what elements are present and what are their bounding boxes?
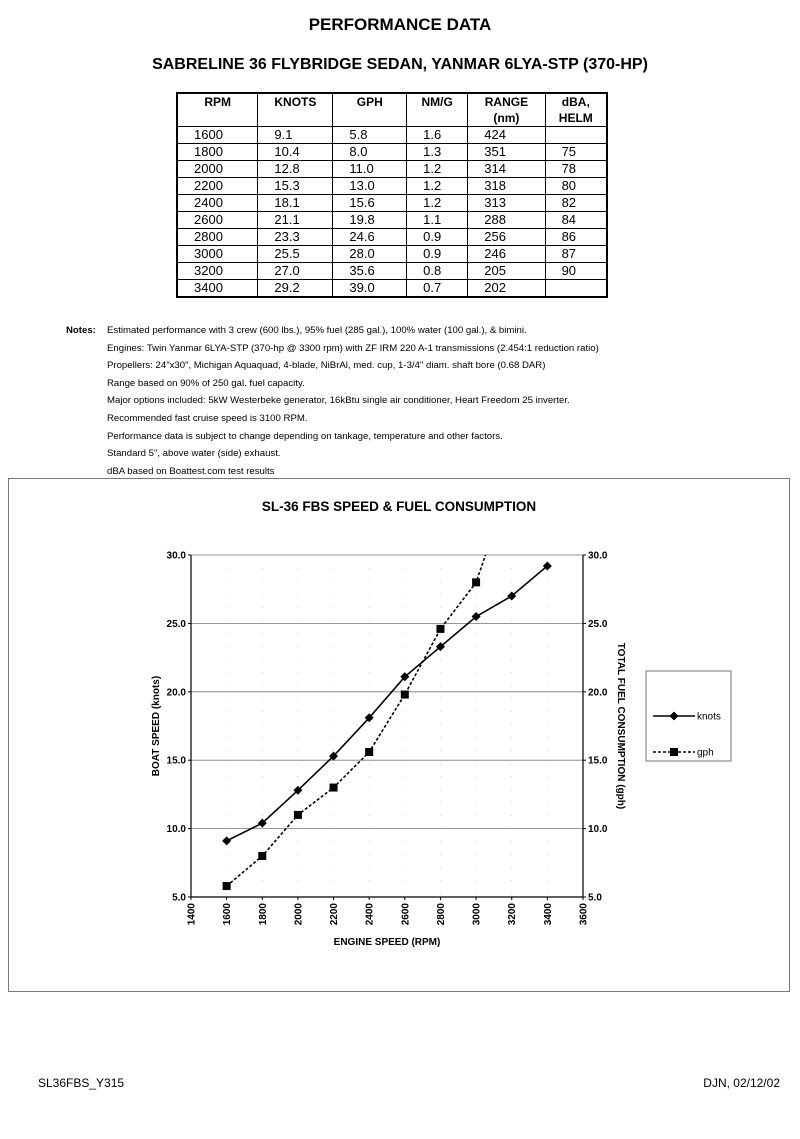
column-header [258, 93, 333, 127]
data-point-gph [258, 852, 266, 860]
page-subtitle: SABRELINE 36 FLYBRIDGE SEDAN, YANMAR 6LYA-STP (370-HP) [152, 56, 648, 73]
y-tick-label-left: 5.0 [172, 892, 186, 904]
table-cell: 0.9 [407, 229, 468, 246]
table-cell: 11.0 [333, 161, 407, 178]
table-cell: 318 [468, 178, 545, 195]
notes-row [66, 322, 599, 480]
y-axis-label-left: BOAT SPEED (knots) [151, 675, 162, 777]
table-cell: 9.1 [258, 127, 333, 144]
table-cell: 351 [468, 144, 545, 161]
y-tick-label-right: 25.0 [588, 618, 608, 630]
x-tick-label: 2000 [293, 903, 305, 926]
table-cell: 288 [468, 212, 545, 229]
data-point-gph [436, 625, 444, 633]
data-point-gph [294, 811, 302, 819]
table-cell: 1600 [177, 127, 258, 144]
table-cell: 13.0 [333, 178, 407, 195]
table-cell: 90 [545, 263, 607, 280]
y-tick-label-left: 25.0 [166, 618, 186, 630]
table-cell: 205 [468, 263, 545, 280]
table-cell: 1.6 [407, 127, 468, 144]
table-cell: 2000 [177, 161, 258, 178]
x-tick-label: 1800 [257, 903, 269, 926]
note-line: Standard 5", above water (side) exhaust. [107, 448, 281, 460]
table-cell: 1.1 [407, 212, 468, 229]
series-line-knots [227, 566, 548, 841]
data-point-gph [223, 882, 231, 890]
table-cell: 80 [545, 178, 607, 195]
notes-lines [107, 322, 599, 480]
table-cell: 87 [545, 246, 607, 263]
x-axis-label: ENGINE SPEED (RPM) [333, 937, 441, 948]
note-line: Range based on 90% of 250 gal. fuel capacity. [107, 377, 305, 389]
table-cell: 2800 [177, 229, 258, 246]
table-cell: 0.9 [407, 246, 468, 263]
column-header [468, 93, 545, 127]
table-cell: 39.0 [333, 280, 407, 298]
notes-label: Notes: [66, 325, 96, 336]
series-line-gph [227, 479, 548, 886]
y-tick-label-right: 5.0 [588, 892, 602, 904]
y-tick-label-left: 10.0 [166, 824, 186, 836]
table-row [177, 212, 607, 229]
table-cell: 18.1 [258, 195, 333, 212]
y-axis-label-right: TOTAL FUEL CONSUMPTION (gph) [615, 642, 626, 810]
x-tick-label: 2400 [364, 903, 376, 926]
table-cell: 314 [468, 161, 545, 178]
y-tick-label-right: 30.0 [588, 550, 608, 562]
table-cell: 15.6 [333, 195, 407, 212]
y-tick-label-left: 30.0 [166, 550, 186, 562]
y-tick-label-right: 15.0 [588, 755, 608, 767]
table-row [177, 178, 607, 195]
note-line: Propellers: 24"x30", Michigan Aquaquad, 4-blade, NiBrAl, med. cup, 1-3/4" diam. shaft bore (0.68 DAR) [107, 360, 546, 372]
x-tick-label: 2200 [329, 903, 341, 926]
x-tick-label: 2600 [400, 903, 412, 926]
note-line: Performance data is subject to change depending on tankage, temperature and other factors. [107, 430, 503, 442]
table-cell: 256 [468, 229, 545, 246]
column-header [545, 93, 607, 127]
table-cell: 0.7 [407, 280, 468, 298]
table-cell: 1800 [177, 144, 258, 161]
notes-section [66, 322, 599, 480]
table-cell: 313 [468, 195, 545, 212]
table-cell: 2400 [177, 195, 258, 212]
chart-container [8, 478, 790, 992]
table-cell: 15.3 [258, 178, 333, 195]
column-header [177, 93, 258, 127]
table-cell: 19.8 [333, 212, 407, 229]
legend-label-knots: knots [697, 711, 721, 723]
data-point-gph [401, 691, 409, 699]
table-cell: 1.2 [407, 161, 468, 178]
column-header-line: NM/G [421, 95, 453, 109]
note-line: Engines: Twin Yanmar 6LYA-STP (370-hp @ 3300 rpm) with ZF IRM 220 A-1 transmissions (2.454:1 reduction ratio) [107, 342, 599, 354]
table-cell: 1.2 [407, 195, 468, 212]
table-cell: 12.8 [258, 161, 333, 178]
column-header-line: RPM [204, 95, 232, 109]
data-point-gph [330, 784, 338, 792]
table-cell [545, 127, 607, 144]
column-header-line: GPH [356, 95, 383, 109]
speed-fuel-chart [9, 479, 789, 991]
table-row [177, 195, 607, 212]
column-header-line: (nm) [493, 111, 520, 125]
table-header-row [177, 93, 607, 127]
table-cell: 75 [545, 144, 607, 161]
table-cell: 5.8 [333, 127, 407, 144]
column-header-line: dBA, [561, 95, 590, 109]
note-line: Estimated performance with 3 crew (600 lbs.), 95% fuel (285 gal.), 100% water (100 gal.), & bimini. [107, 325, 527, 336]
data-point-gph [472, 578, 480, 586]
x-tick-label: 3200 [507, 903, 519, 926]
column-header-line: HELM [558, 111, 593, 125]
table-cell: 3000 [177, 246, 258, 263]
table-cell [545, 280, 607, 298]
page-title: PERFORMANCE DATA [308, 15, 492, 34]
column-header [333, 93, 407, 127]
table-cell: 424 [468, 127, 545, 144]
x-tick-label: 3400 [542, 903, 554, 926]
table-cell: 86 [545, 229, 607, 246]
table-cell: 246 [468, 246, 545, 263]
chart-title: SL-36 FBS SPEED & FUEL CONSUMPTION [261, 499, 537, 514]
table-row [177, 246, 607, 263]
table-cell: 28.0 [333, 246, 407, 263]
table-cell: 35.6 [333, 263, 407, 280]
table-cell: 23.3 [258, 229, 333, 246]
x-tick-label: 3000 [471, 903, 483, 926]
footer-doc-id: SL36FBS_Y315 [38, 1076, 125, 1090]
table-row [177, 229, 607, 246]
column-header-line: RANGE [484, 95, 529, 109]
table-row [177, 161, 607, 178]
table-cell: 0.8 [407, 263, 468, 280]
y-tick-label-left: 20.0 [166, 687, 186, 699]
table-cell: 2200 [177, 178, 258, 195]
y-tick-label-right: 20.0 [588, 687, 608, 699]
table-cell: 24.6 [333, 229, 407, 246]
table-cell: 1.2 [407, 178, 468, 195]
column-header [407, 93, 468, 127]
note-line: Recommended fast cruise speed is 3100 RPM. [107, 412, 308, 424]
table-row [177, 127, 607, 144]
table-cell: 82 [545, 195, 607, 212]
x-tick-label: 2800 [435, 903, 447, 926]
table-cell: 3400 [177, 280, 258, 298]
table-cell: 27.0 [258, 263, 333, 280]
x-tick-label: 1600 [222, 903, 234, 926]
note-line: dBA based on Boattest.com test results [107, 465, 275, 477]
data-point-gph [365, 748, 373, 756]
table-cell: 10.4 [258, 144, 333, 161]
table-cell: 78 [545, 161, 607, 178]
table-cell: 84 [545, 212, 607, 229]
table-cell: 1.3 [407, 144, 468, 161]
performance-table [176, 92, 608, 298]
table-row [177, 280, 607, 298]
table-cell: 2600 [177, 212, 258, 229]
table-cell: 29.2 [258, 280, 333, 298]
note-line: Major options included: 5kW Westerbeke generator, 16kBtu single air conditioner, Heart Freedom 25 inverter. [107, 395, 570, 407]
table-row [177, 263, 607, 280]
footer-author-date: DJN, 02/12/02 [703, 1076, 780, 1090]
table-cell: 202 [468, 280, 545, 298]
y-tick-label-left: 15.0 [166, 755, 186, 767]
legend-label-gph: gph [697, 747, 714, 759]
data-point-knots [222, 836, 231, 845]
y-tick-label-right: 10.0 [588, 824, 608, 836]
legend-marker-gph [670, 748, 678, 756]
table-cell: 25.5 [258, 246, 333, 263]
x-tick-label: 3600 [578, 903, 590, 926]
column-header-line: KNOTS [274, 95, 317, 109]
table-cell: 21.1 [258, 212, 333, 229]
table-row [177, 144, 607, 161]
table-cell: 3200 [177, 263, 258, 280]
table-cell: 8.0 [333, 144, 407, 161]
x-tick-label: 1400 [186, 903, 198, 926]
